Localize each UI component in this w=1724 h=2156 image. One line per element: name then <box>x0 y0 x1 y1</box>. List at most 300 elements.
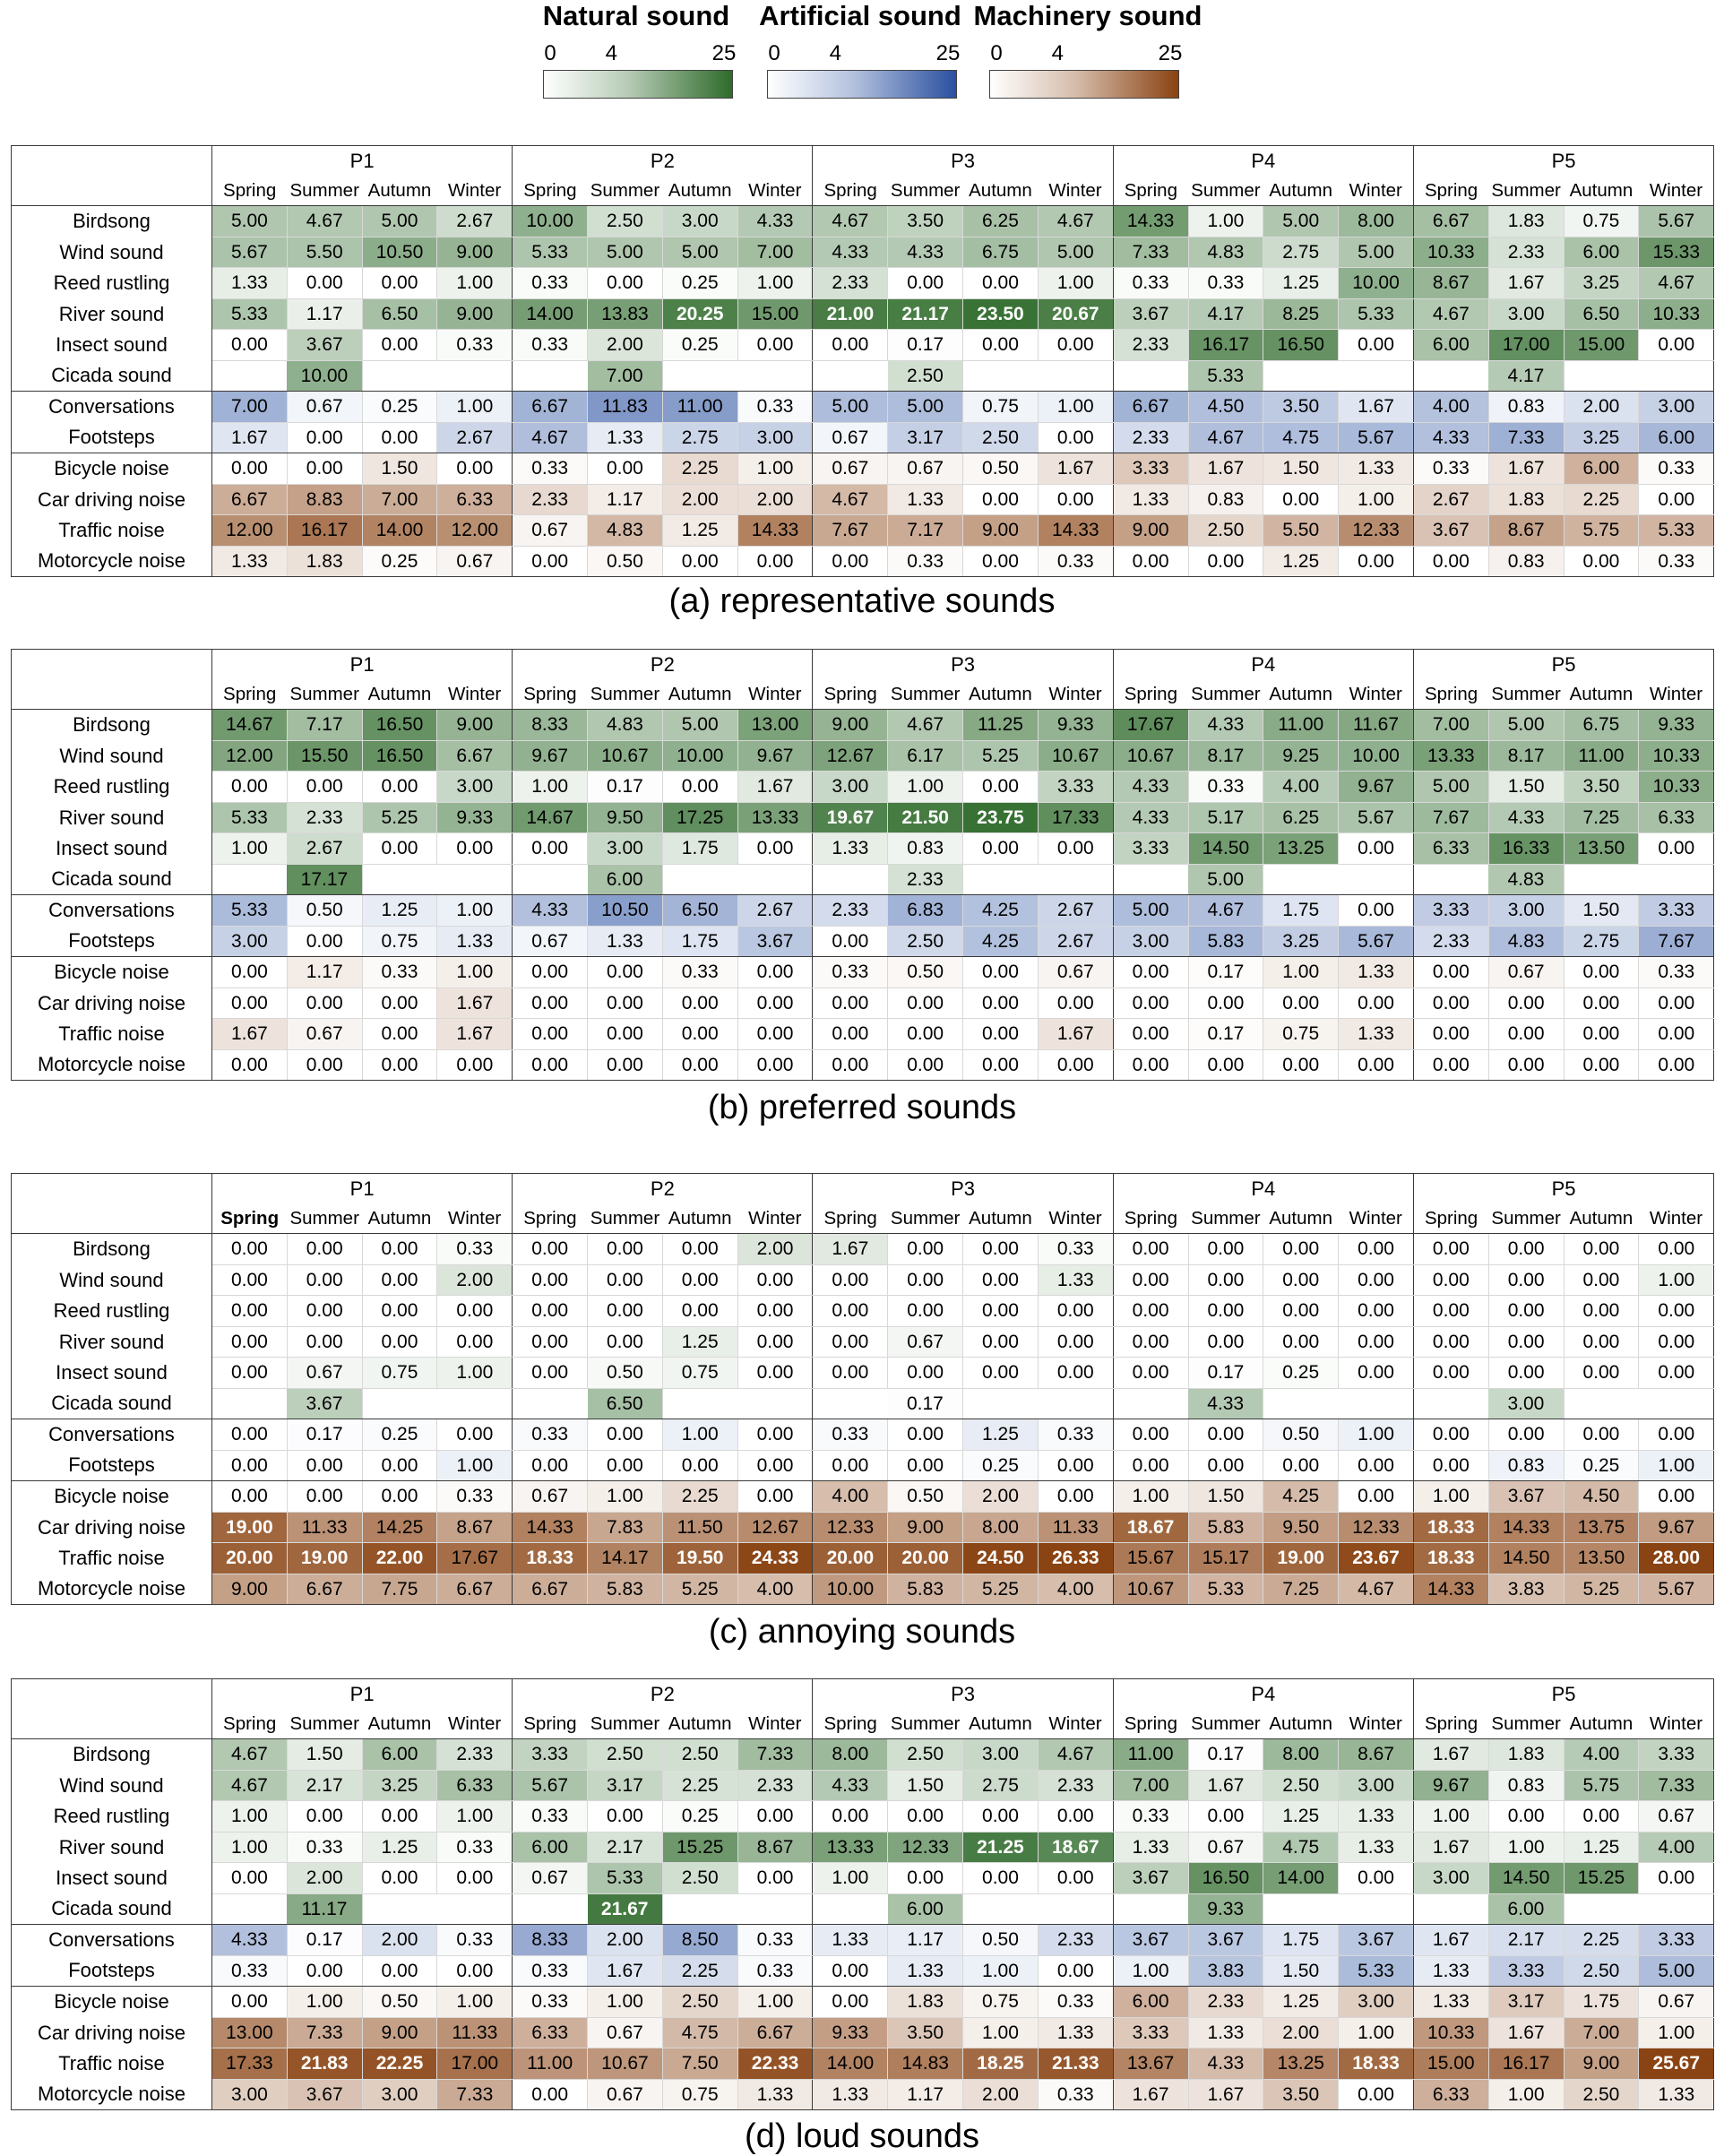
heatmap-table <box>11 1173 1714 1605</box>
heatmap-cell: 14.17 <box>588 1543 663 1574</box>
heatmap-cell: 2.33 <box>437 1739 513 1771</box>
heatmap-cell: 1.67 <box>588 1955 663 1987</box>
heatmap-cell: 0.00 <box>588 1049 663 1081</box>
place-header: P2 <box>513 1679 813 1711</box>
heatmap-cell: 0.00 <box>888 1450 963 1481</box>
heatmap-cell: 14.00 <box>1263 1863 1339 1894</box>
heatmap-cell: 3.33 <box>1639 1739 1714 1771</box>
heatmap-cell: 0.00 <box>737 987 813 1019</box>
heatmap-cell: 5.25 <box>662 1574 737 1605</box>
row-label: Conversations <box>12 895 212 927</box>
heatmap-cell: 0.33 <box>1188 772 1263 803</box>
heatmap-cell: 0.00 <box>662 546 737 577</box>
heatmap-cell: 1.33 <box>588 926 663 957</box>
heatmap-cell: 0.50 <box>588 546 663 577</box>
heatmap-cell: 5.75 <box>1564 515 1639 547</box>
heatmap-cell: 2.00 <box>1263 2017 1339 2048</box>
heatmap-cell: 5.33 <box>588 1863 663 1894</box>
heatmap-cell: 6.67 <box>287 1574 362 1605</box>
legend-tick-label: 4 <box>605 41 617 65</box>
heatmap-cell: 19.00 <box>287 1543 362 1574</box>
heatmap-cell: 2.25 <box>1564 484 1639 515</box>
season-header: Spring <box>212 1710 288 1739</box>
heatmap-cell <box>513 864 588 895</box>
place-header: P2 <box>513 1174 813 1205</box>
heatmap-cell <box>963 1388 1039 1419</box>
heatmap-cell: 0.00 <box>1564 1019 1639 1050</box>
heatmap-cell: 0.00 <box>1113 1296 1188 1327</box>
season-header: Winter <box>1038 1204 1113 1234</box>
heatmap-cell <box>813 1388 888 1419</box>
heatmap-cell: 11.50 <box>662 1512 737 1543</box>
heatmap-cell: 0.00 <box>362 772 437 803</box>
place-header: P2 <box>513 650 813 681</box>
heatmap-cell: 0.00 <box>813 1264 888 1296</box>
heatmap-table <box>11 649 1714 1081</box>
heatmap-cell: 4.67 <box>212 1770 288 1801</box>
heatmap-cell: 0.00 <box>737 1450 813 1481</box>
legend-tick-label: 4 <box>1051 41 1064 65</box>
heatmap-cell: 2.75 <box>1564 926 1639 957</box>
heatmap-cell: 6.67 <box>437 740 513 772</box>
season-header: Autumn <box>1263 177 1339 206</box>
heatmap-cell: 0.00 <box>662 1450 737 1481</box>
heatmap-cell: 9.67 <box>1339 772 1414 803</box>
row-label: Birdsong <box>12 1234 212 1265</box>
heatmap-cell: 1.00 <box>437 1450 513 1481</box>
heatmap-cell: 8.50 <box>662 1925 737 1956</box>
heatmap-cell: 0.00 <box>1038 1955 1113 1987</box>
heatmap-cell: 0.00 <box>963 1019 1039 1050</box>
heatmap-cell: 1.00 <box>437 1358 513 1389</box>
heatmap-cell: 18.25 <box>963 2048 1039 2080</box>
heatmap-cell: 1.67 <box>212 1019 288 1050</box>
heatmap-cell: 0.00 <box>888 987 963 1019</box>
heatmap-cell: 2.00 <box>588 1925 663 1956</box>
heatmap-cell: 9.50 <box>1263 1512 1339 1543</box>
heatmap-cell: 0.33 <box>1639 453 1714 485</box>
heatmap-cell: 0.00 <box>1113 1419 1188 1451</box>
heatmap-cell: 7.67 <box>1413 802 1488 833</box>
row-label: Reed rustling <box>12 772 212 803</box>
heatmap-cell: 3.33 <box>1038 772 1113 803</box>
heatmap-cell: 0.00 <box>1188 1234 1263 1265</box>
season-header: Autumn <box>1263 680 1339 710</box>
heatmap-cell: 2.67 <box>287 833 362 865</box>
row-label: Motorcycle noise <box>12 1574 212 1605</box>
heatmap-cell: 0.33 <box>1038 2079 1113 2110</box>
heatmap-cell: 4.83 <box>588 515 663 547</box>
panel-caption: (a) representative sounds <box>668 582 1056 620</box>
heatmap-cell <box>813 864 888 895</box>
heatmap-cell: 2.75 <box>963 1770 1039 1801</box>
heatmap-cell: 10.33 <box>1639 740 1714 772</box>
heatmap-cell: 0.00 <box>662 1296 737 1327</box>
heatmap-cell: 10.33 <box>1413 2017 1488 2048</box>
heatmap-cell: 0.00 <box>513 1450 588 1481</box>
heatmap-cell: 13.00 <box>212 2017 288 2048</box>
heatmap-cell: 8.33 <box>513 1925 588 1956</box>
row-label: River sound <box>12 1832 212 1863</box>
heatmap-cell: 1.67 <box>737 772 813 803</box>
heatmap-cell: 0.00 <box>588 1450 663 1481</box>
season-header: Summer <box>1488 1204 1564 1234</box>
heatmap-cell: 7.33 <box>287 2017 362 2048</box>
season-header: Summer <box>287 1710 362 1739</box>
heatmap-cell: 0.67 <box>513 926 588 957</box>
heatmap-cell: 3.00 <box>1339 1770 1414 1801</box>
heatmap-cell: 6.00 <box>888 1893 963 1925</box>
row-label: Insect sound <box>12 833 212 865</box>
heatmap-cell: 0.75 <box>1263 1019 1339 1050</box>
heatmap-cell: 4.00 <box>1413 392 1488 423</box>
panel-caption: (c) annoying sounds <box>708 1613 1016 1651</box>
heatmap-cell: 2.33 <box>737 1770 813 1801</box>
heatmap-cell: 13.50 <box>1564 833 1639 865</box>
heatmap-cell: 0.00 <box>1639 1863 1714 1894</box>
heatmap-cell: 1.00 <box>1339 484 1414 515</box>
heatmap-cell: 20.25 <box>662 298 737 330</box>
heatmap-cell: 1.00 <box>1488 2079 1564 2110</box>
heatmap-cell: 0.17 <box>287 1419 362 1451</box>
heatmap-cell: 2.50 <box>888 360 963 392</box>
heatmap-cell <box>1413 360 1488 392</box>
season-header: Autumn <box>662 680 737 710</box>
heatmap-cell: 2.75 <box>1263 237 1339 268</box>
heatmap-cell: 2.25 <box>662 453 737 485</box>
heatmap-cell: 3.25 <box>1564 268 1639 299</box>
heatmap-cell: 0.00 <box>1038 1358 1113 1389</box>
season-header: Spring <box>813 680 888 710</box>
heatmap-cell: 3.67 <box>1413 515 1488 547</box>
heatmap-cell: 0.00 <box>888 1234 963 1265</box>
heatmap-cell: 22.33 <box>737 2048 813 2080</box>
heatmap-cell: 0.00 <box>1038 1049 1113 1081</box>
heatmap-cell <box>1038 1893 1113 1925</box>
heatmap-cell: 0.00 <box>1488 1019 1564 1050</box>
heatmap-cell: 0.50 <box>888 1481 963 1513</box>
place-header: P1 <box>212 1679 513 1711</box>
heatmap-cell: 0.00 <box>888 1264 963 1296</box>
heatmap-cell: 0.00 <box>588 1801 663 1833</box>
heatmap-cell: 0.00 <box>1038 1481 1113 1513</box>
heatmap-cell: 13.00 <box>737 710 813 741</box>
season-header: Spring <box>1413 177 1488 206</box>
heatmap-cell: 1.33 <box>1413 1987 1488 2018</box>
heatmap-cell: 0.00 <box>212 453 288 485</box>
season-header: Spring <box>813 177 888 206</box>
heatmap-cell: 1.33 <box>1038 1264 1113 1296</box>
row-label: Footsteps <box>12 1450 212 1481</box>
heatmap-cell: 2.33 <box>1113 330 1188 361</box>
row-label: Conversations <box>12 1419 212 1451</box>
heatmap-cell: 0.33 <box>513 330 588 361</box>
heatmap-cell: 17.00 <box>437 2048 513 2080</box>
heatmap-cell: 1.00 <box>212 833 288 865</box>
heatmap-cell: 7.67 <box>813 515 888 547</box>
season-header: Winter <box>1339 1710 1414 1739</box>
heatmap-cell <box>1339 1388 1414 1419</box>
season-header: Winter <box>1639 680 1714 710</box>
heatmap-cell: 5.33 <box>212 298 288 330</box>
heatmap-cell: 0.00 <box>513 1326 588 1358</box>
heatmap-cell: 12.33 <box>1339 515 1414 547</box>
season-header: Summer <box>888 177 963 206</box>
heatmap-cell: 1.67 <box>1413 1832 1488 1863</box>
row-label: Wind sound <box>12 237 212 268</box>
heatmap-cell: 0.00 <box>963 484 1039 515</box>
heatmap-cell: 4.33 <box>513 895 588 927</box>
heatmap-cell <box>1339 1893 1414 1925</box>
heatmap-cell: 0.33 <box>437 330 513 361</box>
heatmap-cell: 5.33 <box>1188 360 1263 392</box>
season-header: Winter <box>437 1710 513 1739</box>
heatmap-cell: 5.25 <box>963 740 1039 772</box>
heatmap-cell: 9.00 <box>1564 2048 1639 2080</box>
heatmap-cell: 0.00 <box>888 1801 963 1833</box>
heatmap-cell <box>1263 1893 1339 1925</box>
heatmap-cell: 0.00 <box>1639 1234 1714 1265</box>
heatmap-cell: 2.25 <box>662 1481 737 1513</box>
heatmap-cell: 0.00 <box>813 1019 888 1050</box>
heatmap-cell <box>513 360 588 392</box>
heatmap-cell: 0.00 <box>1488 1264 1564 1296</box>
heatmap-cell: 4.67 <box>513 422 588 453</box>
heatmap-cell: 20.00 <box>813 1543 888 1574</box>
heatmap-cell: 0.17 <box>287 1925 362 1956</box>
heatmap-cell: 7.00 <box>212 392 288 423</box>
heatmap-cell: 8.67 <box>437 1512 513 1543</box>
heatmap-cell: 18.67 <box>1113 1512 1188 1543</box>
season-header: Winter <box>1339 177 1414 206</box>
heatmap-cell: 1.00 <box>1639 2017 1714 2048</box>
heatmap-cell: 1.25 <box>1564 1832 1639 1863</box>
heatmap-cell: 9.33 <box>1038 710 1113 741</box>
heatmap-cell: 0.00 <box>212 1987 288 2018</box>
heatmap-cell: 0.33 <box>662 957 737 988</box>
heatmap-cell: 0.00 <box>212 1481 288 1513</box>
heatmap-cell: 9.00 <box>437 237 513 268</box>
heatmap-cell: 3.33 <box>1113 2017 1188 2048</box>
heatmap-cell: 0.50 <box>963 1925 1039 1956</box>
heatmap-cell: 20.67 <box>1038 298 1113 330</box>
heatmap-cell: 0.00 <box>287 772 362 803</box>
heatmap-cell: 13.83 <box>588 298 663 330</box>
heatmap-cell: 0.25 <box>362 392 437 423</box>
heatmap-cell: 0.00 <box>1339 1358 1414 1389</box>
heatmap-cell: 0.67 <box>1188 1832 1263 1863</box>
heatmap-cell: 14.33 <box>1038 515 1113 547</box>
heatmap-cell: 2.00 <box>662 484 737 515</box>
heatmap-cell: 1.33 <box>888 484 963 515</box>
heatmap-cell <box>662 864 737 895</box>
season-header: Spring <box>1113 680 1188 710</box>
heatmap-cell: 1.67 <box>1038 1019 1113 1050</box>
heatmap-cell <box>1564 1893 1639 1925</box>
heatmap-cell: 0.00 <box>813 1987 888 2018</box>
heatmap-cell: 1.33 <box>588 422 663 453</box>
heatmap-cell: 0.00 <box>1339 546 1414 577</box>
heatmap-cell: 0.00 <box>588 268 663 299</box>
heatmap-cell: 3.67 <box>287 2079 362 2110</box>
heatmap-cell: 18.33 <box>1413 1512 1488 1543</box>
heatmap-cell <box>437 864 513 895</box>
heatmap-cell: 2.17 <box>1488 1925 1564 1956</box>
heatmap-cell: 0.67 <box>287 1358 362 1389</box>
heatmap-cell: 1.67 <box>1038 453 1113 485</box>
heatmap-cell: 0.00 <box>1188 1296 1263 1327</box>
heatmap-cell: 18.33 <box>1413 1543 1488 1574</box>
heatmap-cell: 5.67 <box>1339 802 1414 833</box>
heatmap-cell: 1.00 <box>437 392 513 423</box>
heatmap-cell: 4.17 <box>1188 298 1263 330</box>
place-header: P3 <box>813 146 1113 177</box>
heatmap-cell: 4.33 <box>1188 710 1263 741</box>
season-header: Summer <box>588 177 663 206</box>
heatmap-cell: 3.67 <box>737 926 813 957</box>
heatmap-cell: 0.33 <box>513 1801 588 1833</box>
heatmap-cell: 12.00 <box>212 740 288 772</box>
heatmap-cell: 16.50 <box>1188 1863 1263 1894</box>
heatmap-cell: 7.33 <box>737 1739 813 1771</box>
heatmap-cell: 6.00 <box>362 1739 437 1771</box>
heatmap-cell: 5.00 <box>212 206 288 237</box>
season-header: Autumn <box>963 680 1039 710</box>
heatmap-cell: 1.00 <box>287 1987 362 2018</box>
heatmap-cell: 10.33 <box>1639 298 1714 330</box>
heatmap-cell: 3.50 <box>1564 772 1639 803</box>
heatmap-cell: 8.67 <box>737 1832 813 1863</box>
heatmap-cell: 1.83 <box>287 546 362 577</box>
heatmap-cell: 9.00 <box>1113 515 1188 547</box>
heatmap-cell: 3.00 <box>1413 1863 1488 1894</box>
heatmap-cell: 7.00 <box>1564 2017 1639 2048</box>
heatmap-cell: 2.33 <box>888 864 963 895</box>
heatmap-cell: 7.25 <box>1564 802 1639 833</box>
heatmap-cell: 0.33 <box>1113 1801 1188 1833</box>
heatmap-table <box>11 145 1714 577</box>
heatmap-cell: 20.00 <box>212 1543 288 1574</box>
heatmap-cell: 0.00 <box>1413 1419 1488 1451</box>
heatmap-cell: 0.00 <box>662 1049 737 1081</box>
heatmap-cell: 0.00 <box>813 1801 888 1833</box>
season-header: Autumn <box>662 1204 737 1234</box>
heatmap-cell: 2.00 <box>362 1925 437 1956</box>
heatmap-cell <box>737 360 813 392</box>
place-header: P4 <box>1113 650 1413 681</box>
heatmap-cell: 1.33 <box>813 1925 888 1956</box>
heatmap-cell: 0.00 <box>287 422 362 453</box>
heatmap-cell: 3.33 <box>1639 1925 1714 1956</box>
heatmap-cell: 1.67 <box>1339 392 1414 423</box>
heatmap-cell: 0.00 <box>1188 1801 1263 1833</box>
heatmap-cell: 5.67 <box>1339 926 1414 957</box>
heatmap-cell: 0.00 <box>1488 1358 1564 1389</box>
heatmap-cell: 5.25 <box>963 1574 1039 1605</box>
season-header: Spring <box>212 1204 288 1234</box>
legend-tick-label: 4 <box>829 41 841 65</box>
heatmap-cell <box>662 360 737 392</box>
heatmap-cell: 8.00 <box>813 1739 888 1771</box>
heatmap-cell: 14.33 <box>1488 1512 1564 1543</box>
heatmap-cell: 0.00 <box>737 1296 813 1327</box>
season-header: Summer <box>588 1710 663 1739</box>
heatmap-cell <box>1639 360 1714 392</box>
heatmap-cell: 17.00 <box>1488 330 1564 361</box>
heatmap-cell: 0.00 <box>813 1326 888 1358</box>
place-header: P5 <box>1413 146 1713 177</box>
heatmap-cell <box>1113 360 1188 392</box>
row-label: Birdsong <box>12 1739 212 1771</box>
heatmap-cell: 1.25 <box>362 895 437 927</box>
heatmap-cell: 11.17 <box>287 1893 362 1925</box>
heatmap-cell: 1.00 <box>437 957 513 988</box>
heatmap-cell: 9.00 <box>813 710 888 741</box>
heatmap-cell: 4.00 <box>1639 1832 1714 1863</box>
heatmap-cell: 28.00 <box>1639 1543 1714 1574</box>
heatmap-cell: 0.33 <box>513 1419 588 1451</box>
heatmap-cell: 0.00 <box>588 1264 663 1296</box>
heatmap-cell: 0.33 <box>437 1832 513 1863</box>
place-header: P3 <box>813 650 1113 681</box>
row-label: Conversations <box>12 1925 212 1956</box>
heatmap-cell: 3.25 <box>1564 422 1639 453</box>
heatmap-cell: 18.33 <box>513 1543 588 1574</box>
heatmap-cell: 0.00 <box>1413 1019 1488 1050</box>
heatmap-cell: 0.00 <box>362 1326 437 1358</box>
heatmap-cell <box>362 1388 437 1419</box>
heatmap-cell: 0.33 <box>888 546 963 577</box>
heatmap-cell: 3.00 <box>212 2079 288 2110</box>
heatmap-cell: 0.00 <box>212 957 288 988</box>
heatmap-cell: 5.00 <box>662 237 737 268</box>
season-header: Winter <box>737 1204 813 1234</box>
heatmap-cell: 0.00 <box>1038 1450 1113 1481</box>
heatmap-cell: 1.00 <box>963 1955 1039 1987</box>
heatmap-cell: 6.67 <box>1113 392 1188 423</box>
heatmap-cell <box>362 1893 437 1925</box>
heatmap-cell: 0.00 <box>212 1450 288 1481</box>
heatmap-cell: 1.00 <box>1263 957 1339 988</box>
heatmap-cell: 3.00 <box>1639 392 1714 423</box>
heatmap-cell: 0.17 <box>888 330 963 361</box>
season-header: Summer <box>888 680 963 710</box>
heatmap-cell: 0.00 <box>1413 1264 1488 1296</box>
heatmap-cell: 0.67 <box>588 2079 663 2110</box>
heatmap-cell: 16.17 <box>1188 330 1263 361</box>
heatmap-cell: 0.75 <box>362 926 437 957</box>
heatmap-cell: 1.67 <box>212 422 288 453</box>
heatmap-cell: 0.00 <box>362 1481 437 1513</box>
heatmap-cell: 1.67 <box>437 987 513 1019</box>
row-label: Cicada sound <box>12 864 212 895</box>
heatmap-cell: 0.75 <box>662 2079 737 2110</box>
heatmap-cell: 14.67 <box>212 710 288 741</box>
heatmap-cell: 9.25 <box>1263 740 1339 772</box>
heatmap-cell: 1.00 <box>813 1863 888 1894</box>
heatmap-cell: 1.00 <box>1038 268 1113 299</box>
heatmap-cell: 15.00 <box>1564 330 1639 361</box>
season-header: Winter <box>1639 1204 1714 1234</box>
heatmap-cell <box>212 864 288 895</box>
place-header: P4 <box>1113 1174 1413 1205</box>
heatmap-cell: 4.33 <box>813 237 888 268</box>
heatmap-cell: 1.50 <box>888 1770 963 1801</box>
heatmap-cell: 2.17 <box>588 1832 663 1863</box>
heatmap-cell: 0.67 <box>888 1326 963 1358</box>
heatmap-cell: 4.00 <box>1038 1574 1113 1605</box>
heatmap-cell: 0.00 <box>437 453 513 485</box>
